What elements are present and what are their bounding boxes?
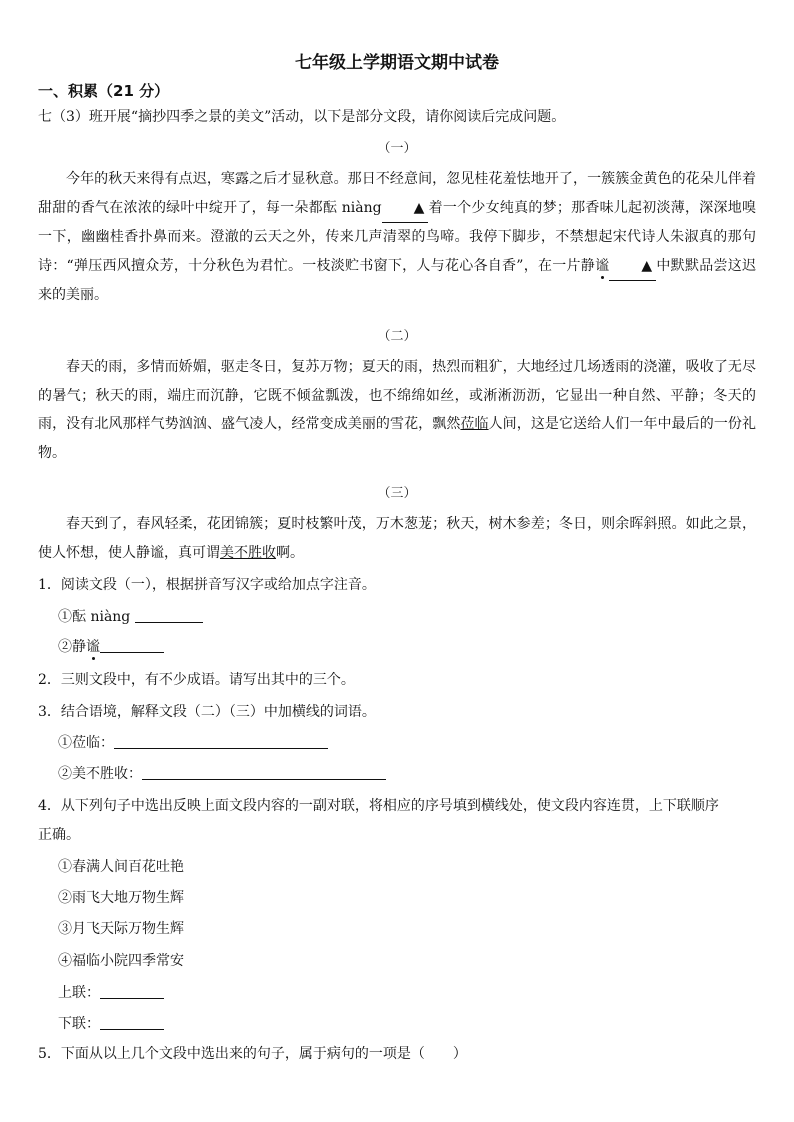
blank-2[interactable]: ▲ <box>609 252 656 282</box>
q4-lower-label: 下联： <box>58 1016 100 1032</box>
question-3-item-1 <box>58 732 328 752</box>
question-2-stem: 2．三则文段中，有不少成语。请写出其中的三个。 <box>38 672 355 688</box>
q1-item-1-label: ①酝 niàng <box>58 609 131 625</box>
passage-2-text-a: 春天的雨，多情而娇媚，驱走冬日，复苏万物；夏天的雨，热烈而粗犷，大地经过几场透雨的浇灌，吸收了无尽的暑气；秋天的雨，端庄而沉静，它既不倾盆瓢泼，也不绵绵如丝，或淅淅沥沥，它显出一种自然、平静；冬天的雨，没有北风那样气势汹汹、盛气凌人，经常变成美丽的雪花，飘然 <box>38 359 756 432</box>
q4-option-4: ④福临小院四季常安 <box>58 953 184 969</box>
q3-answer-blank-1[interactable] <box>114 734 328 749</box>
question-1-stem: 1．阅读文段（一），根据拼音写汉字或给加点字注音。 <box>38 577 376 593</box>
q3-answer-blank-2[interactable] <box>142 765 386 780</box>
q4-option-2: ②雨飞大地万物生辉 <box>58 890 184 906</box>
q1-answer-blank-1[interactable] <box>135 608 203 623</box>
page-title: 七年级上学期语文期中试卷 <box>295 53 499 73</box>
q3-item-2-label: ②美不胜收： <box>58 766 142 782</box>
q1-item-2-label: ②静 <box>58 639 86 655</box>
section-heading: 一、积累（21 分） <box>38 82 170 100</box>
question-3-item-2 <box>58 763 386 783</box>
question-1-item-1 <box>58 606 203 626</box>
passage-1 <box>38 165 756 310</box>
passage-heading-2: （二） <box>377 329 417 344</box>
passage-1-text-c: 中默默品尝这迟来的美丽。 <box>38 257 757 303</box>
passage-1-text-b: 着一个少女纯真的梦；那香味儿起初淡薄，深深地嗅一下，幽幽桂香扑鼻而来。澄澈的云天之外，传来几声清翠的鸟啼。我停下脚步，不禁想起宋代诗人朱淑真的那句诗：“弹压西风擅众芳，十分秋色为君忙。一枝淡贮书窗下，人与花心各自香”，在一片静 <box>38 199 756 274</box>
dotted-char-2: 谧 <box>86 639 100 655</box>
passage-2-text-b: 人间，这是它送给人们一年中最后的一份礼物。 <box>38 416 757 461</box>
question-1-item-2 <box>58 636 164 656</box>
passage-3-text-b: 啊。 <box>276 544 304 561</box>
question-4-stem-cont: 正确。 <box>38 827 80 843</box>
q4-upper-label: 上联： <box>58 985 100 1001</box>
q4-lower-line <box>58 1013 164 1033</box>
question-4-stem: 4．从下列句子中选出反映上面文段内容的一副对联，将相应的序号填到横线处，使文段内容连贯，上下联顺序 <box>38 798 719 814</box>
passage-heading-3: （三） <box>377 486 417 501</box>
q4-option-1: ①春满人间百花吐艳 <box>58 859 184 875</box>
intro-text: 七（3）班开展“摘抄四季之景的美文”活动，以下是部分文段，请你阅读后完成问题。 <box>38 109 566 125</box>
passage-3-text-a: 春天到了，春风轻柔，花团锦簇；夏时枝繁叶茂，万木葱茏；秋天，树木参差；冬日，则余晖斜照。如此之景，使人怀想，使人静谧，真可谓 <box>38 516 756 561</box>
passage-2 <box>38 353 756 467</box>
question-5-stem: 5．下面从以上几个文段中选出来的句子，属于病句的一项是（ ） <box>38 1046 467 1062</box>
q1-answer-blank-2[interactable] <box>100 638 164 653</box>
q4-upper-blank[interactable] <box>100 984 164 999</box>
q4-option-3: ③月飞天际万物生辉 <box>58 921 184 937</box>
q3-item-1-label: ①莅临： <box>58 735 114 751</box>
passage-3 <box>38 510 756 567</box>
dotted-char: 谧 <box>595 257 610 274</box>
underlined-word-meibushengshou: 美不胜收 <box>220 544 276 561</box>
q4-lower-blank[interactable] <box>100 1015 164 1030</box>
question-3-stem: 3．结合语境，解释文段（二）（三）中加横线的词语。 <box>38 704 376 720</box>
q4-upper-line <box>58 982 164 1002</box>
underlined-word-lilin: 莅临 <box>460 416 489 432</box>
blank-1[interactable]: ▲ <box>382 194 429 224</box>
passage-heading-1: （一） <box>377 141 417 156</box>
passage-1-text-a: 今年的秋天来得有点迟，寒露之后才显秋意。那日不经意间，忽见桂花羞怯地开了，一簇簇金黄色的花朵儿伴着甜甜的香气在浓浓的绿叶中绽开了，每一朵都酝 niàng <box>38 171 756 216</box>
